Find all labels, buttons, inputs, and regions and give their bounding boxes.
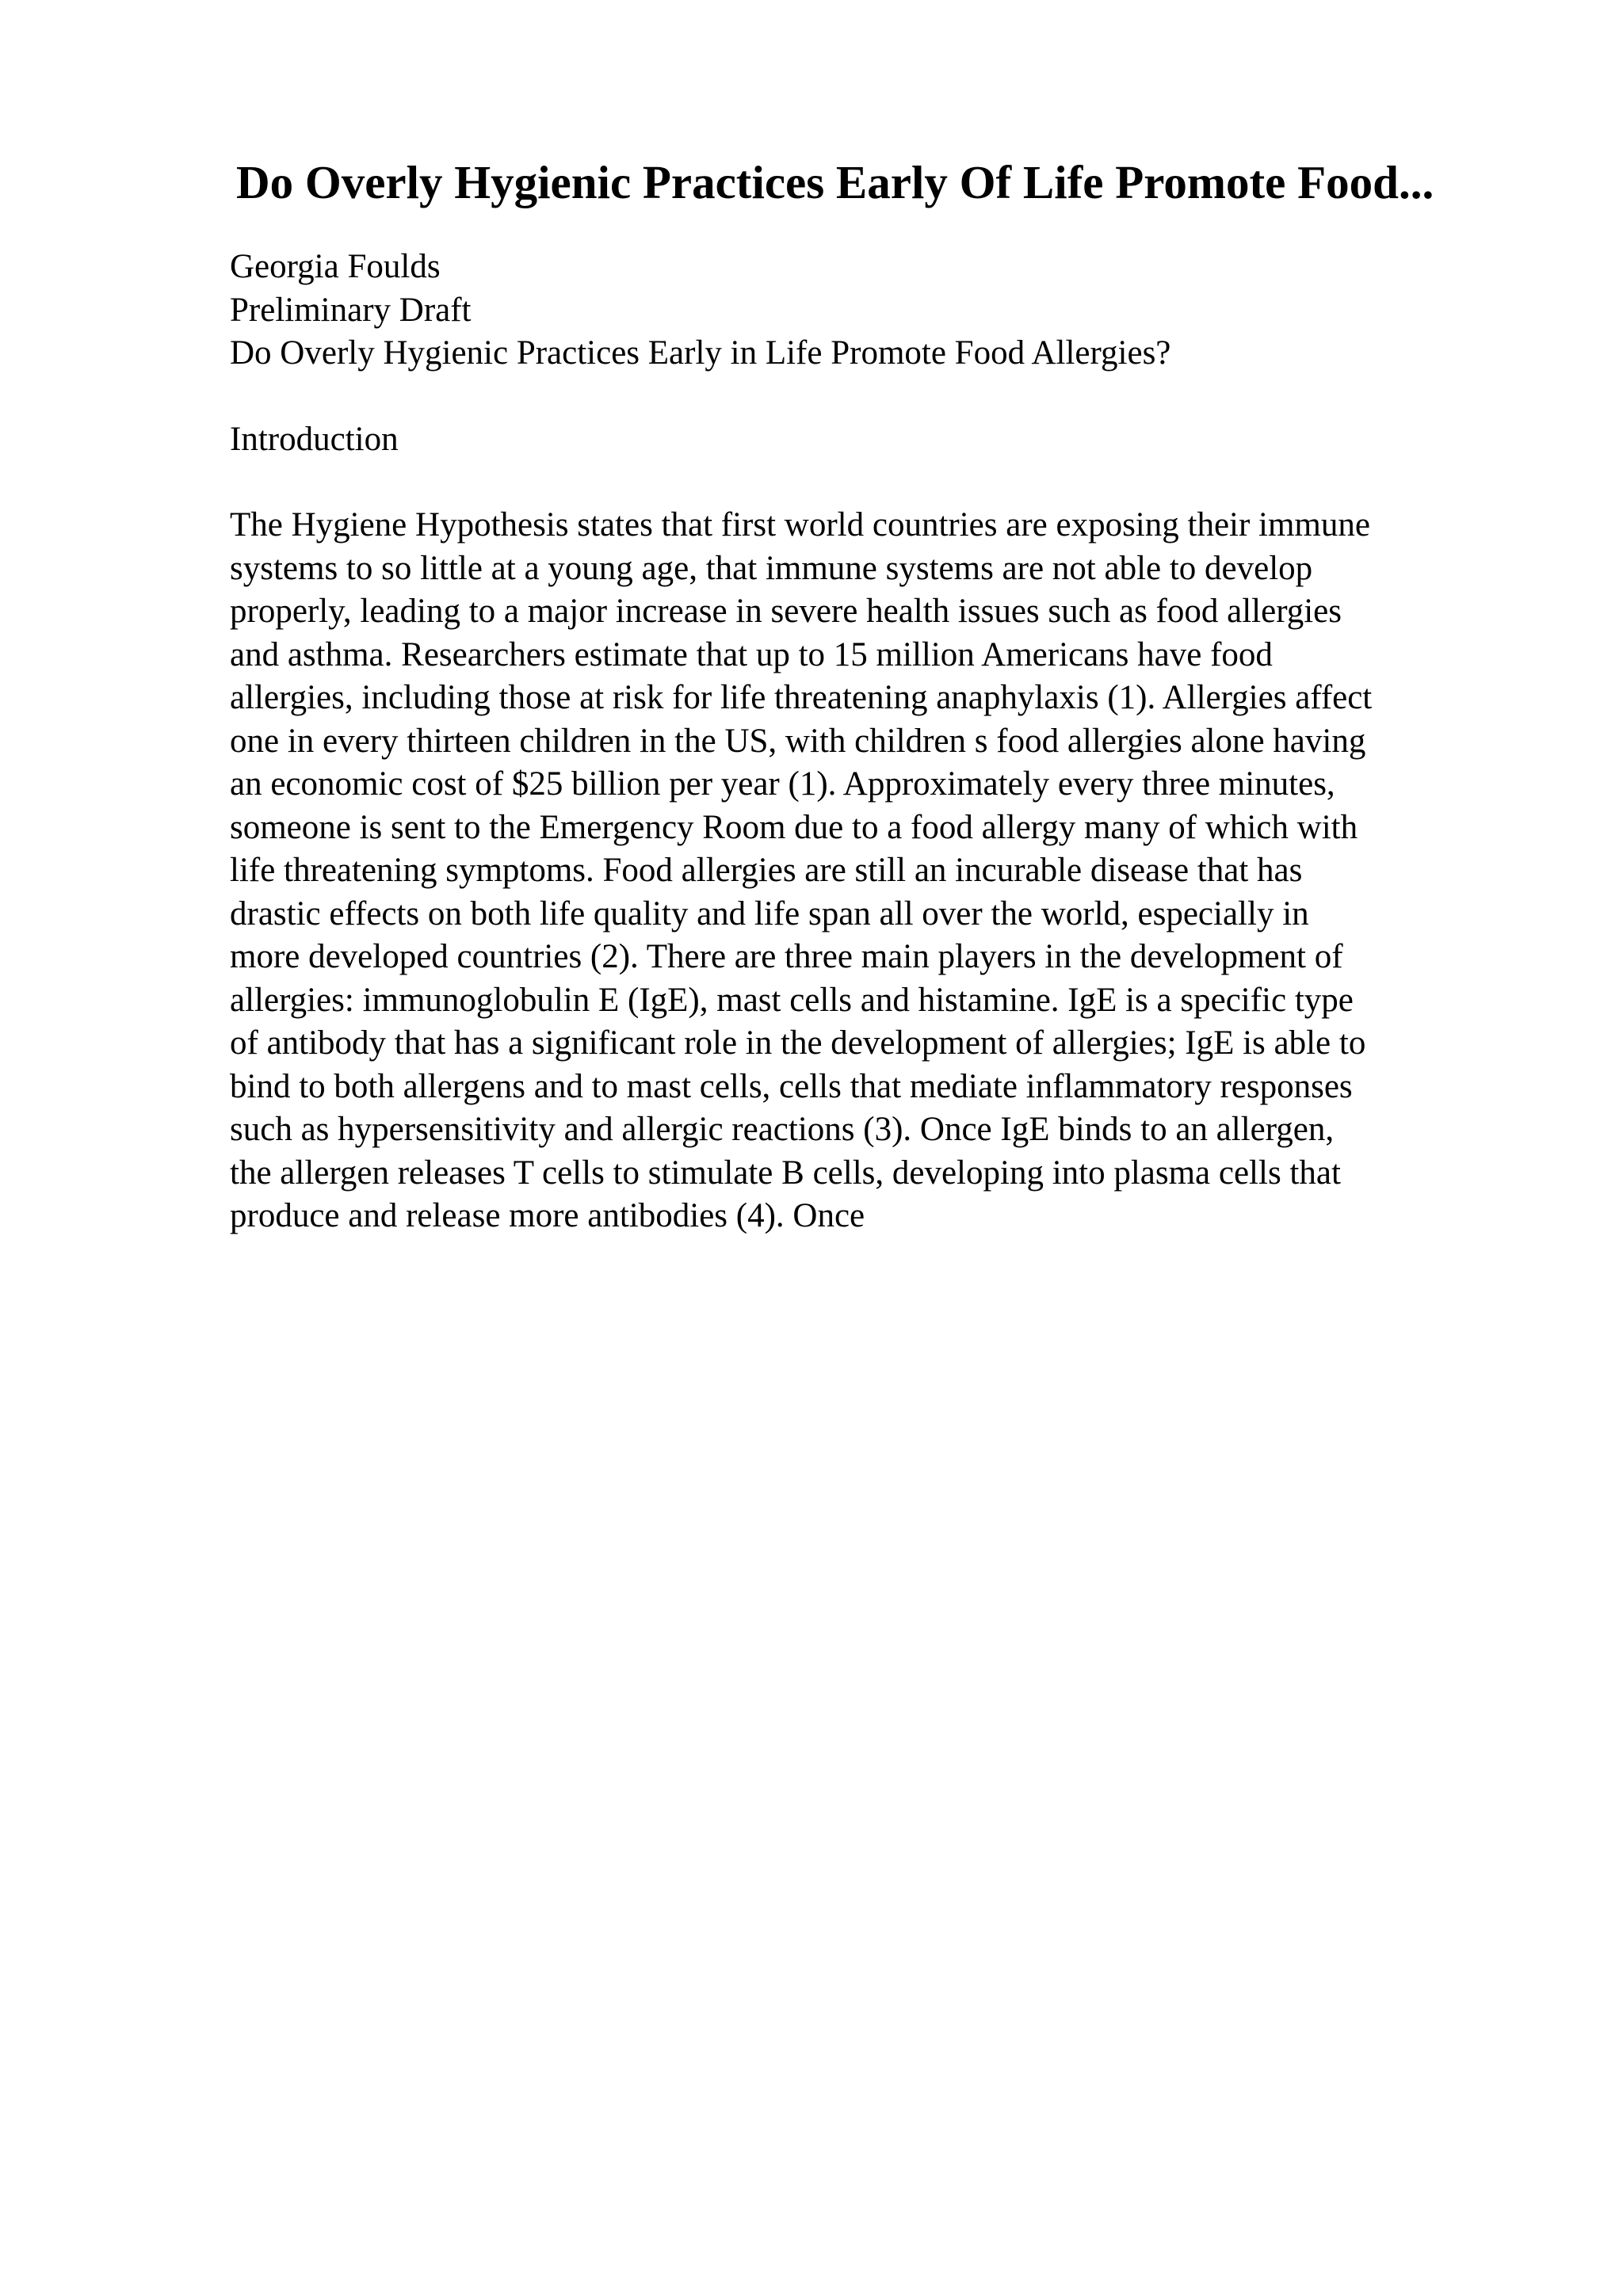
document-subtitle: Do Overly Hygienic Practices Early in Life Promote Food Allergies? xyxy=(230,334,1171,372)
introduction-paragraph xyxy=(230,504,1498,1238)
paragraph-line: properly, leading to a major increase in severe health issues such as food allergies xyxy=(230,593,1342,630)
author-name: Georgia Foulds xyxy=(230,248,441,285)
paragraph-line: of antibody that has a significant role in the development of allergies; IgE is able to xyxy=(230,1024,1366,1062)
document-title: Do Overly Hygienic Practices Early Of Life Promote Food... xyxy=(236,156,1434,208)
paragraph-line: allergies: immunoglobulin E (IgE), mast cells and histamine. IgE is a specific type xyxy=(230,981,1354,1019)
paragraph-line: the allergen releases T cells to stimulate B cells, developing into plasma cells that xyxy=(230,1154,1341,1192)
paragraph-line: drastic effects on both life quality and life span all over the world, especially in xyxy=(230,894,1309,933)
section-heading: Introduction xyxy=(230,421,399,458)
paragraph-line: such as hypersensitivity and allergic reactions (3). Once IgE binds to an allergen, xyxy=(230,1111,1335,1148)
paragraph-line: an economic cost of $25 billion per year (1). Approximately every three minutes, xyxy=(230,765,1335,803)
paragraph-line: systems to so little at a young age, that immune systems are not able to develop xyxy=(230,549,1313,587)
paragraph-line: bind to both allergens and to mast cells, cells that mediate inflammatory responses xyxy=(230,1067,1353,1105)
paragraph-line: and asthma. Researchers estimate that up to 15 million Americans have food xyxy=(230,635,1273,673)
paragraph-line: more developed countries (2). There are three main players in the development of xyxy=(230,938,1343,975)
paragraph-line: one in every thirteen children in the US, with children s food allergies alone having xyxy=(230,722,1366,760)
paragraph-line: someone is sent to the Emergency Room due to a food allergy many of which with xyxy=(230,808,1358,846)
paragraph-line: allergies, including those at risk for life threatening anaphylaxis (1). Allergies affect xyxy=(230,679,1373,716)
paragraph-line: produce and release more antibodies (4). Once xyxy=(230,1197,865,1234)
paragraph-line: life threatening symptoms. Food allergies are still an incurable disease that has xyxy=(230,852,1303,889)
document-header-block xyxy=(230,246,1498,376)
paragraph-line: The Hygiene Hypothesis states that first world countries are exposing their immune xyxy=(230,506,1370,543)
draft-label: Preliminary Draft xyxy=(230,291,472,329)
